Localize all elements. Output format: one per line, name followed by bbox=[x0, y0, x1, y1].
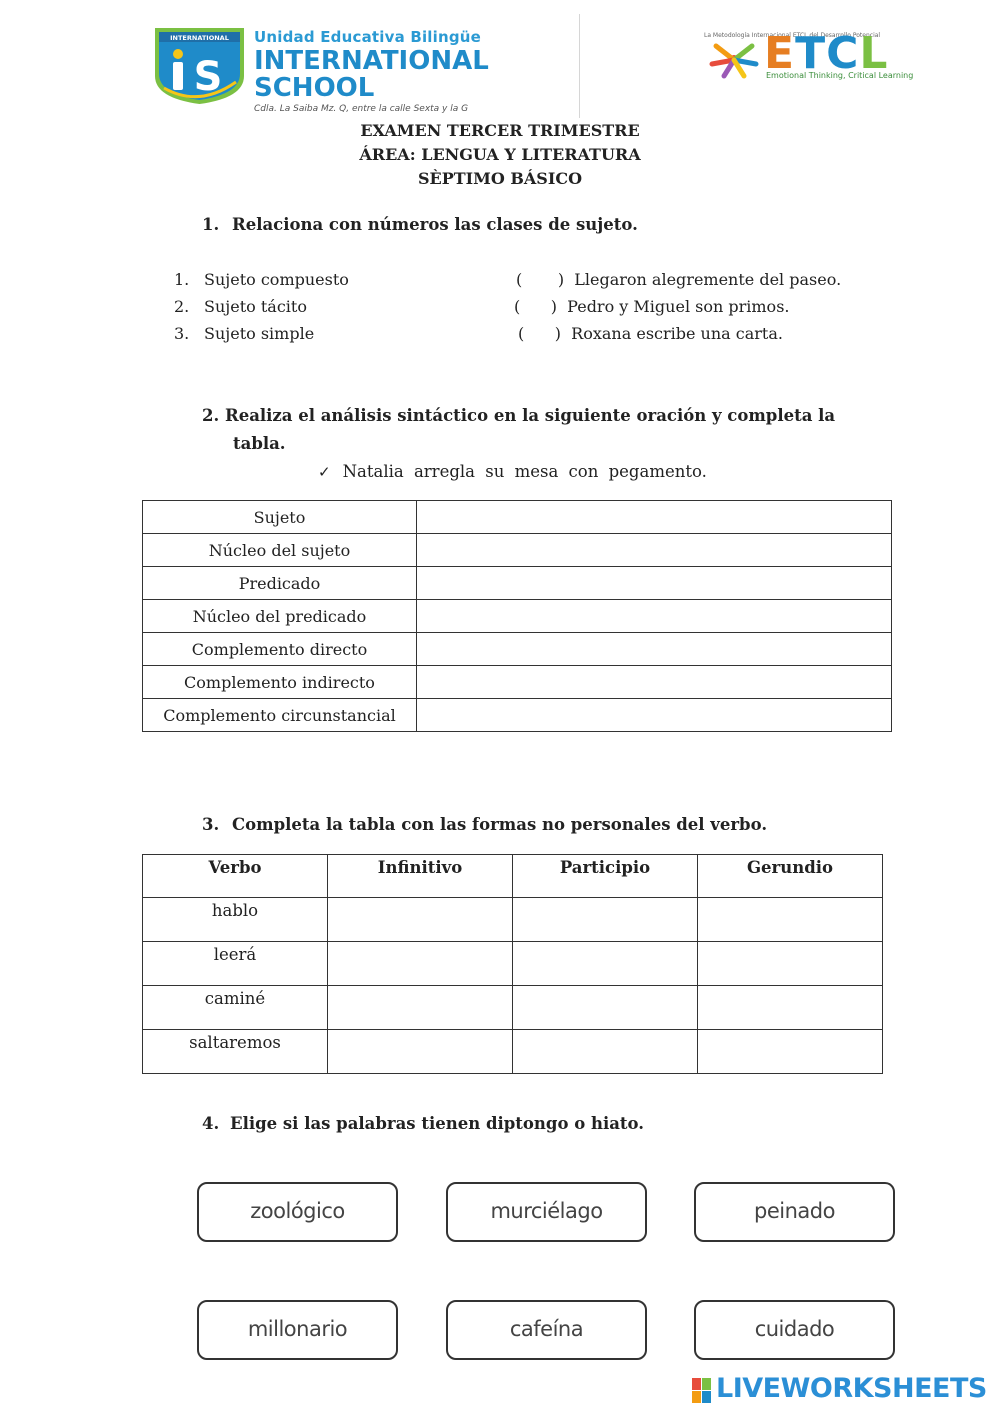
row-label: Predicado bbox=[143, 567, 417, 600]
table-row bbox=[143, 986, 883, 1030]
syntax-table bbox=[142, 500, 892, 732]
row-label: Complemento circunstancial bbox=[143, 699, 417, 732]
answer-cell[interactable] bbox=[698, 1030, 883, 1074]
table-row bbox=[143, 666, 892, 699]
answer-cell[interactable] bbox=[513, 1030, 698, 1074]
analysis-sentence: ✓ Natalia arregla su mesa con pegamento. bbox=[318, 462, 707, 481]
verb-forms-table bbox=[142, 854, 883, 1074]
answer-cell[interactable] bbox=[417, 567, 892, 600]
column-header: Verbo bbox=[143, 855, 328, 898]
etcl-logo-word: ETCL bbox=[764, 28, 889, 79]
table-row bbox=[143, 699, 892, 732]
question-1-title: 1. Relaciona con números las clases de sujeto. bbox=[202, 215, 638, 234]
word-card[interactable]: cuidado bbox=[694, 1300, 895, 1360]
table-row bbox=[143, 534, 892, 567]
column-header: Infinitivo bbox=[328, 855, 513, 898]
answer-cell[interactable] bbox=[328, 898, 513, 942]
verb-cell: hablo bbox=[143, 898, 328, 942]
table-row bbox=[143, 633, 892, 666]
verb-cell: leerá bbox=[143, 942, 328, 986]
row-label: Núcleo del sujeto bbox=[143, 534, 417, 567]
table-header-row bbox=[143, 855, 883, 898]
table-row bbox=[143, 600, 892, 633]
school-name-line1: INTERNATIONAL bbox=[254, 46, 489, 76]
verb-cell: caminé bbox=[143, 986, 328, 1030]
column-header: Participio bbox=[513, 855, 698, 898]
verb-cell: saltaremos bbox=[143, 1030, 328, 1074]
hands-icon bbox=[706, 40, 762, 80]
question-2-title-cont: tabla. bbox=[233, 434, 286, 453]
checkmark-icon: ✓ bbox=[318, 463, 331, 481]
school-address: Cdla. La Saiba Mz. Q, entre la calle Sexta y la G bbox=[254, 104, 469, 114]
answer-cell[interactable] bbox=[417, 501, 892, 534]
question-4-title: 4. Elige si las palabras tienen diptongo o hiato. bbox=[202, 1114, 644, 1133]
row-label: Sujeto bbox=[143, 501, 417, 534]
exam-grade: SÈPTIMO BÁSICO bbox=[417, 169, 583, 188]
answer-cell[interactable] bbox=[328, 986, 513, 1030]
answer-cell[interactable] bbox=[417, 600, 892, 633]
liveworksheets-logo: LIVEWORKSHEETS bbox=[716, 1373, 987, 1404]
question-3-title: 3. Completa la tabla con las formas no personales del verbo. bbox=[202, 815, 768, 834]
svg-text:INTERNATIONAL: INTERNATIONAL bbox=[170, 34, 229, 42]
question-2-title: 2. Realiza el análisis sintáctico en la siguiente oración y completa la bbox=[202, 406, 836, 425]
table-row bbox=[143, 898, 883, 942]
q1-left-item: 2. Sujeto tácito bbox=[174, 297, 307, 316]
answer-cell[interactable] bbox=[698, 986, 883, 1030]
word-card[interactable]: zoológico bbox=[197, 1182, 398, 1242]
answer-cell[interactable] bbox=[417, 633, 892, 666]
table-row bbox=[143, 942, 883, 986]
answer-cell[interactable] bbox=[417, 699, 892, 732]
school-name-block bbox=[254, 28, 489, 114]
row-label: Núcleo del predicado bbox=[143, 600, 417, 633]
q1-right-item[interactable]: ( ) Pedro y Miguel son primos. bbox=[514, 297, 790, 316]
table-row bbox=[143, 567, 892, 600]
school-name-line2: SCHOOL bbox=[254, 73, 375, 103]
word-card[interactable]: cafeína bbox=[446, 1300, 647, 1360]
answer-cell[interactable] bbox=[328, 1030, 513, 1074]
school-type: Unidad Educativa Bilingüe bbox=[254, 28, 482, 46]
table-row bbox=[143, 501, 892, 534]
exam-title: EXAMEN TERCER TRIMESTRE bbox=[360, 121, 640, 140]
svg-text:S: S bbox=[193, 54, 223, 100]
word-card[interactable]: murciélago bbox=[446, 1182, 647, 1242]
word-card[interactable]: millonario bbox=[197, 1300, 398, 1360]
q1-right-item[interactable]: ( ) Roxana escribe una carta. bbox=[518, 324, 783, 343]
answer-cell[interactable] bbox=[513, 942, 698, 986]
table-row bbox=[143, 1030, 883, 1074]
etcl-tagline: La Metodología Internacional ETCL del Desarrollo Potencial bbox=[704, 32, 881, 39]
column-header: Gerundio bbox=[698, 855, 883, 898]
row-label: Complemento indirecto bbox=[143, 666, 417, 699]
liveworksheets-badge-icon bbox=[692, 1378, 712, 1404]
answer-cell[interactable] bbox=[417, 666, 892, 699]
answer-cell[interactable] bbox=[513, 898, 698, 942]
q1-left-item: 1. Sujeto compuesto bbox=[174, 270, 349, 289]
school-logo bbox=[152, 24, 247, 106]
answer-cell[interactable] bbox=[328, 942, 513, 986]
q1-left-item: 3. Sujeto simple bbox=[174, 324, 315, 343]
row-label: Complemento directo bbox=[143, 633, 417, 666]
etcl-subtitle: Emotional Thinking, Critical Learning bbox=[766, 71, 914, 80]
exam-area: ÁREA: LENGUA Y LITERATURA bbox=[359, 145, 641, 164]
answer-cell[interactable] bbox=[698, 898, 883, 942]
answer-cell[interactable] bbox=[417, 534, 892, 567]
q1-right-item[interactable]: ( ) Llegaron alegremente del paseo. bbox=[516, 270, 842, 289]
answer-cell[interactable] bbox=[513, 986, 698, 1030]
header-divider bbox=[579, 14, 580, 118]
word-card[interactable]: peinado bbox=[694, 1182, 895, 1242]
answer-cell[interactable] bbox=[698, 942, 883, 986]
